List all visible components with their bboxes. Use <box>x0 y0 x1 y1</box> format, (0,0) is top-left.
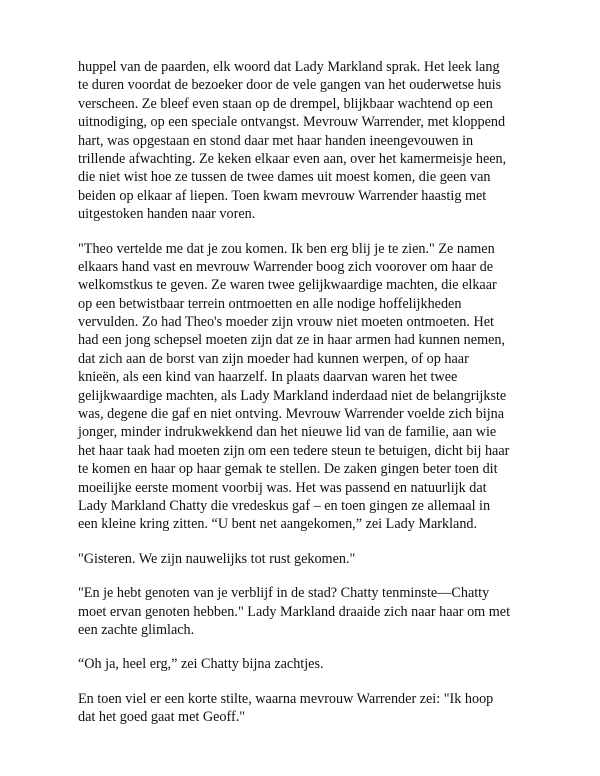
text-line: een zachte glimlach. <box>78 621 195 638</box>
document-page <box>78 58 514 743</box>
paragraph <box>78 584 514 639</box>
text-line: had een jong schepsel moeten zijn dat ze in haar armen had kunnen nemen, <box>78 332 506 349</box>
text-line: te komen en haar op haar gemak te stellen. De zaken gingen beter toen dit <box>78 461 498 478</box>
text-line: die niet wist hoe ze tussen de twee dames uit moest komen, die geen van <box>78 169 491 186</box>
text-line: jonger, minder indrukwekkend dan het nieuwe lid van de familie, aan wie <box>78 424 497 441</box>
text-line: "Gisteren. We zijn nauwelijks tot rust gekomen." <box>78 550 356 567</box>
text-line: welkomstkus te geven. Ze waren twee gelijkwaardige machten, die elkaar <box>78 277 497 294</box>
text-line: "En je hebt genoten van je verblijf in de stad? Chatty tenminste—Chatty <box>78 585 490 602</box>
text-line: En toen viel er een korte stilte, waarna mevrouw Warrender zei: "Ik hoop <box>78 690 494 707</box>
text-line: op een betwistbaar terrein ontmoetten en alle nodige hoffelijkheden <box>78 295 462 312</box>
paragraph <box>78 58 514 224</box>
text-line: een kleine kring zitten. “U bent net aangekomen,” zei Lady Markland. <box>78 516 478 533</box>
text-line: moeilijke eerste moment voorbij was. Het was passend en natuurlijk dat <box>78 479 487 496</box>
text-line: elkaars hand vast en mevrouw Warrender boog zich voorover om haar de <box>78 258 493 275</box>
text-line: uitgestoken handen naar voren. <box>78 206 256 223</box>
text-line: beiden op elkaar af liepen. Toen kwam mevrouw Warrender haastig met <box>78 187 487 204</box>
paragraph <box>78 690 514 727</box>
text-line: te duren voordat de bezoeker door de vele gangen van het ouderwetse huis <box>78 77 502 94</box>
text-line: dat zich aan de borst van zijn moeder had kunnen werpen, of op haar <box>78 350 469 367</box>
text-line: hart, was opgestaan en stond daar met haar handen ineengevouwen in <box>78 132 474 149</box>
text-line: gelijkwaardige machten, als Lady Markland inderdaad niet de belangrijkste <box>78 387 507 404</box>
paragraph <box>78 240 514 534</box>
text-line: trillende afwachting. Ze keken elkaar even aan, over het kamermeisje heen, <box>78 150 507 167</box>
text-line: “Oh ja, heel erg,” zei Chatty bijna zachtjes. <box>78 656 324 673</box>
text-line: was, degene die gaf en niet ontving. Mevrouw Warrender voelde zich bijna <box>78 406 505 423</box>
paragraph <box>78 550 514 568</box>
text-line: "Theo vertelde me dat je zou komen. Ik ben erg blij je te zien." Ze namen <box>78 240 495 257</box>
text-line: vervulden. Zo had Theo's moeder zijn vrouw niet moeten ontmoeten. Het <box>78 314 494 331</box>
text-line: moet ervan genoten hebben." Lady Markland draaide zich naar haar om met <box>78 603 511 620</box>
paragraph <box>78 655 514 673</box>
text-line: Lady Markland Chatty die vredeskus gaf – en toen gingen ze allemaal in <box>78 497 491 514</box>
text-line: het haar taak had moeten zijn om een tedere steun te betuigen, dicht bij haar <box>78 442 510 459</box>
text-line: huppel van de paarden, elk woord dat Lady Markland sprak. Het leek lang <box>78 59 500 75</box>
text-line: uitnodiging, op een speciale ontvangst. Mevrouw Warrender, met kloppend <box>78 114 506 131</box>
text-line: knieën, als een kind van haarzelf. In plaats daarvan waren het twee <box>78 369 458 386</box>
text-line: verscheen. Ze bleef even staan op de drempel, blijkbaar wachtend op een <box>78 95 493 112</box>
text-line: dat het goed gaat met Geoff." <box>78 709 246 726</box>
